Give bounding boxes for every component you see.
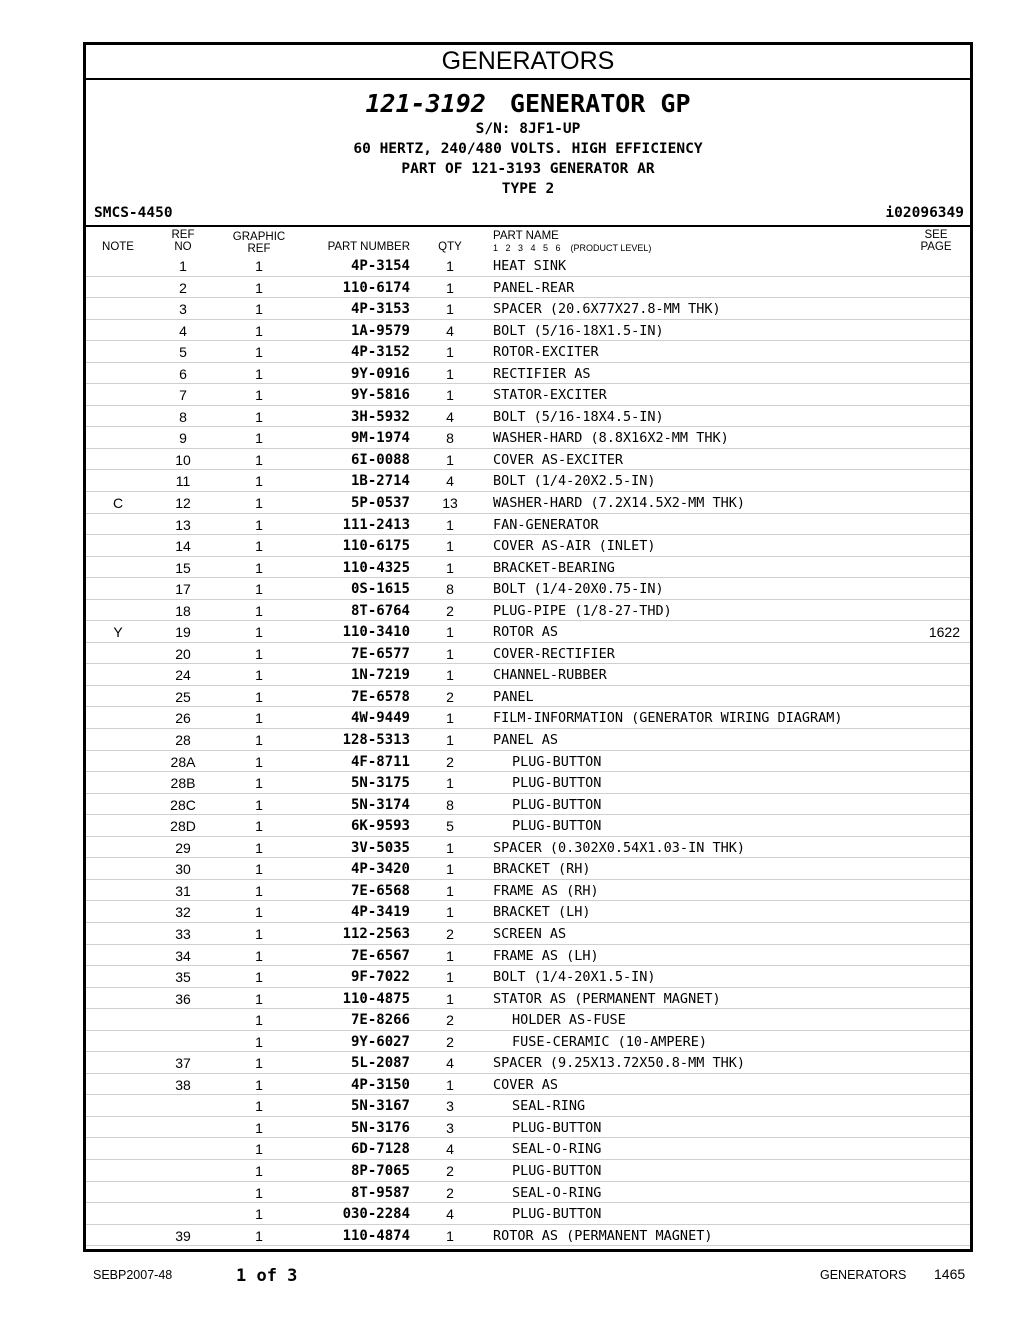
footer-page-number: 1465	[934, 1266, 966, 1282]
part-name-cell: PLUG-BUTTON	[512, 1162, 602, 1179]
part-number-cell: 4P-3419	[350, 904, 410, 921]
part-name-cell: BRACKET-BEARING	[493, 559, 615, 576]
part-name-cell: FAN-GENERATOR	[493, 516, 599, 533]
part-number-cell: 110-4874	[342, 1227, 410, 1244]
table-row	[86, 901, 970, 923]
qty-cell: 3	[446, 1119, 454, 1136]
graphic-ref-cell: 1	[255, 602, 263, 619]
part-name-cell: COVER AS-EXCITER	[493, 451, 624, 468]
qty-cell: 1	[446, 258, 454, 274]
graphic-ref-cell: 1	[255, 969, 263, 986]
col-graphic-ref-header: GRAPHIC REF	[232, 231, 286, 255]
graphic-ref-cell: 1	[255, 1098, 263, 1115]
part-name-cell: ROTOR-EXCITER	[493, 344, 599, 361]
graphic-ref-cell: 1	[255, 753, 263, 770]
graphic-ref-cell: 1	[255, 947, 263, 964]
qty-cell: 1	[446, 559, 454, 576]
ref-no-cell: 28C	[170, 796, 196, 813]
qty-cell: 1	[446, 344, 454, 361]
qty-cell: 4	[446, 1055, 454, 1072]
table-row	[86, 988, 970, 1010]
ref-no-cell: 31	[175, 882, 191, 899]
graphic-ref-cell: 1	[255, 839, 263, 856]
qty-cell: 1	[446, 732, 454, 749]
ref-no-cell: 7	[179, 387, 187, 404]
part-number-cell: 7E-6568	[350, 882, 410, 899]
part-name-cell: PLUG-PIPE (1/8-27-THD)	[493, 602, 672, 619]
graphic-ref-cell: 1	[255, 1227, 263, 1244]
part-number-cell: 7E-6577	[350, 645, 410, 662]
graphic-ref-cell: 1	[255, 710, 263, 727]
ref-no-cell: 34	[175, 947, 191, 964]
qty-cell: 1	[446, 882, 454, 899]
part-number-cell: 8T-9587	[350, 1184, 410, 1201]
part-number-cell: 110-6174	[342, 279, 410, 296]
qty-cell: 1	[446, 710, 454, 727]
qty-cell: 4	[446, 1206, 454, 1223]
qty-cell: 1	[446, 516, 454, 533]
part-name-cell: PLUG-BUTTON	[512, 1119, 602, 1136]
table-row	[86, 923, 970, 945]
section-title: GENERATORS	[86, 45, 970, 80]
part-number-cell: 4P-3152	[350, 344, 410, 361]
table-row	[86, 557, 970, 579]
part-name-cell: FRAME AS (RH)	[493, 882, 599, 899]
part-number-cell: 7E-6578	[350, 688, 410, 705]
table-row	[86, 837, 970, 859]
part-name-cell: RECTIFIER AS	[493, 365, 591, 382]
part-name-cell: WASHER-HARD (7.2X14.5X2-MM THK)	[493, 495, 745, 512]
qty-cell: 8	[446, 581, 454, 598]
col-note-header: NOTE	[102, 241, 134, 253]
part-name-cell: SEAL-RING	[512, 1098, 586, 1115]
part-number-cell: 5N-3175	[350, 775, 410, 792]
part-name-cell: SEAL-O-RING	[512, 1184, 602, 1201]
graphic-ref-cell: 1	[255, 1184, 263, 1201]
qty-cell: 1	[446, 645, 454, 662]
graphic-ref-cell: 1	[255, 581, 263, 598]
part-number-cell: 8P-7065	[350, 1162, 410, 1179]
part-name-cell: PANEL-REAR	[493, 279, 575, 296]
table-row	[86, 492, 970, 514]
part-number-cell: 5N-3167	[350, 1098, 410, 1115]
table-row	[86, 470, 970, 492]
graphic-ref-cell: 1	[255, 1119, 263, 1136]
table-row	[86, 320, 970, 342]
part-number-cell: 0S-1615	[350, 581, 410, 598]
table-row	[86, 1117, 970, 1139]
qty-cell: 1	[446, 301, 454, 318]
part-number-cell: 3V-5035	[350, 839, 410, 856]
ref-no-cell: 28A	[170, 753, 196, 770]
qty-cell: 1	[446, 1227, 454, 1244]
qty-cell: 4	[446, 322, 454, 339]
ref-no-cell: 28D	[170, 818, 196, 835]
ref-no-cell: 11	[175, 473, 191, 490]
col-part-name-header: PART NAME	[493, 230, 559, 242]
part-name-cell: FUSE-CERAMIC (10-AMPERE)	[512, 1033, 708, 1050]
header-divider	[86, 225, 970, 227]
table-row	[86, 794, 970, 816]
ref-no-cell: 6	[179, 365, 187, 382]
illustration-id: i02096349	[885, 205, 964, 221]
part-number-cell: 9M-1974	[350, 430, 410, 447]
qty-cell: 2	[446, 1162, 454, 1179]
part-number-cell: 6D-7128	[350, 1141, 410, 1158]
type-line: TYPE 2	[501, 181, 555, 197]
ref-no-cell: 1	[179, 258, 187, 274]
col-see-page-header: SEE PAGE	[920, 229, 952, 253]
ref-no-cell: 29	[175, 839, 191, 856]
parts-page-frame	[83, 42, 973, 1252]
part-name-cell: SPACER (9.25X13.72X50.8-MM THK)	[493, 1055, 745, 1072]
table-row	[86, 1138, 970, 1160]
graphic-ref-cell: 1	[255, 495, 263, 512]
graphic-ref-cell: 1	[255, 645, 263, 662]
part-name-cell: HEAT SINK	[493, 258, 567, 274]
qty-cell: 1	[446, 365, 454, 382]
part-name-cell: BOLT (5/16-18X1.5-IN)	[493, 322, 664, 339]
part-number-cell: 4P-3420	[350, 861, 410, 878]
part-name-cell: PLUG-BUTTON	[512, 775, 602, 792]
graphic-ref-cell: 1	[255, 1206, 263, 1223]
table-row	[86, 298, 970, 320]
graphic-ref-cell: 1	[255, 258, 263, 274]
table-row	[86, 772, 970, 794]
qty-cell: 2	[446, 925, 454, 942]
part-of-line: PART OF 121-3193 GENERATOR AR	[401, 161, 655, 177]
graphic-ref-cell: 1	[255, 1033, 263, 1050]
table-row	[86, 621, 970, 643]
ref-no-cell: 32	[175, 904, 191, 921]
table-row	[86, 815, 970, 837]
part-number-cell: 030-2284	[342, 1206, 410, 1223]
description-line: 60 HERTZ, 240/480 VOLTS. HIGH EFFICIENCY	[353, 141, 703, 157]
table-row	[86, 600, 970, 622]
ref-no-cell: 36	[175, 990, 191, 1007]
table-row	[86, 1031, 970, 1053]
ref-no-cell: 26	[175, 710, 191, 727]
part-name-cell: COVER AS-AIR (INLET)	[493, 538, 656, 555]
col-part-number-header: PART NUMBER	[327, 241, 410, 253]
qty-cell: 1	[446, 538, 454, 555]
part-number-cell: 1N-7219	[350, 667, 410, 684]
graphic-ref-cell: 1	[255, 322, 263, 339]
ref-no-cell: 33	[175, 925, 191, 942]
part-number-cell: 8T-6764	[350, 602, 410, 619]
part-number-cell: 110-6175	[342, 538, 410, 555]
table-row	[86, 1009, 970, 1031]
table-row	[86, 1203, 970, 1225]
ref-no-cell: 9	[179, 430, 187, 447]
graphic-ref-cell: 1	[255, 301, 263, 318]
part-number-cell: 9Y-0916	[350, 365, 410, 382]
ref-no-cell: 15	[175, 559, 191, 576]
col-ref-header: REF NO	[171, 229, 195, 253]
part-number-cell: 3H-5932	[350, 408, 410, 425]
part-name-cell: WASHER-HARD (8.8X16X2-MM THK)	[493, 430, 729, 447]
part-name-cell: CHANNEL-RUBBER	[493, 667, 607, 684]
parts-table	[86, 255, 970, 1246]
ref-no-cell: 18	[175, 602, 191, 619]
table-row	[86, 449, 970, 471]
part-number-cell: 7E-8266	[350, 1012, 410, 1029]
ref-no-cell: 17	[175, 581, 191, 598]
qty-cell: 1	[446, 387, 454, 404]
qty-cell: 3	[446, 1098, 454, 1115]
table-row	[86, 1095, 970, 1117]
graphic-ref-cell: 1	[255, 925, 263, 942]
part-name-cell: SEAL-O-RING	[512, 1141, 602, 1158]
part-name-cell: BRACKET (RH)	[493, 861, 591, 878]
ref-no-cell: 12	[175, 495, 191, 512]
table-row	[86, 341, 970, 363]
part-name-cell: BRACKET (LH)	[493, 904, 591, 921]
table-row	[86, 751, 970, 773]
part-number-cell: 5N-3174	[350, 796, 410, 813]
table-row	[86, 880, 970, 902]
part-number-cell: 6K-9593	[350, 818, 410, 835]
col-qty-header: QTY	[438, 241, 462, 253]
ref-no-cell: 37	[175, 1055, 191, 1072]
group-title	[86, 89, 970, 118]
ref-no-cell: 28	[175, 732, 191, 749]
qty-cell: 1	[446, 279, 454, 296]
graphic-ref-cell: 1	[255, 775, 263, 792]
part-number-cell: 111-2413	[342, 516, 410, 533]
graphic-ref-cell: 1	[255, 344, 263, 361]
part-number-cell: 7E-6567	[350, 947, 410, 964]
graphic-ref-cell: 1	[255, 387, 263, 404]
part-number-cell: 4P-3154	[350, 258, 410, 274]
part-name-cell: PANEL AS	[493, 732, 559, 749]
qty-cell: 1	[446, 990, 454, 1007]
graphic-ref-cell: 1	[255, 1012, 263, 1029]
table-row	[86, 966, 970, 988]
part-number-cell: 5P-0537	[350, 495, 410, 512]
part-name-cell: STATOR AS (PERMANENT MAGNET)	[493, 990, 721, 1007]
qty-cell: 1	[446, 839, 454, 856]
part-number-cell: 112-2563	[342, 925, 410, 942]
part-name-cell: SPACER (0.302X0.54X1.03-IN THK)	[493, 839, 745, 856]
see-page-cell: 1622	[928, 624, 960, 641]
ref-no-cell: 28B	[170, 775, 196, 792]
table-row	[86, 945, 970, 967]
table-row	[86, 255, 970, 277]
table-row	[86, 363, 970, 385]
table-row	[86, 686, 970, 708]
part-name-cell: FILM-INFORMATION (GENERATOR WIRING DIAGRAM)	[493, 710, 843, 727]
part-number-cell: 5N-3176	[350, 1119, 410, 1136]
graphic-ref-cell: 1	[255, 818, 263, 835]
graphic-ref-cell: 1	[255, 451, 263, 468]
serial-number-line: S/N: 8JF1-UP	[475, 121, 581, 137]
graphic-ref-cell: 1	[255, 882, 263, 899]
part-name-cell: ROTOR AS (PERMANENT MAGNET)	[493, 1227, 713, 1244]
qty-cell: 2	[446, 688, 454, 705]
table-row	[86, 643, 970, 665]
ref-no-cell: 35	[175, 969, 191, 986]
ref-no-cell: 25	[175, 688, 191, 705]
qty-cell: 2	[446, 602, 454, 619]
table-row	[86, 427, 970, 449]
qty-cell: 1	[446, 624, 454, 641]
qty-cell: 8	[446, 796, 454, 813]
part-name-cell: PLUG-BUTTON	[512, 1206, 602, 1223]
part-number-cell: 110-4875	[342, 990, 410, 1007]
ref-no-cell: 20	[175, 645, 191, 662]
graphic-ref-cell: 1	[255, 1076, 263, 1093]
graphic-ref-cell: 1	[255, 516, 263, 533]
graphic-ref-cell: 1	[255, 667, 263, 684]
qty-cell: 13	[442, 495, 458, 512]
ref-no-cell: 2	[179, 279, 187, 296]
graphic-ref-cell: 1	[255, 1055, 263, 1072]
graphic-ref-cell: 1	[255, 688, 263, 705]
graphic-ref-cell: 1	[255, 861, 263, 878]
qty-cell: 1	[446, 1076, 454, 1093]
part-name-cell: PLUG-BUTTON	[512, 818, 602, 835]
graphic-ref-cell: 1	[255, 1141, 263, 1158]
part-number-cell: 1B-2714	[350, 473, 410, 490]
table-row	[86, 1074, 970, 1096]
ref-no-cell: 13	[175, 516, 191, 533]
graphic-ref-cell: 1	[255, 408, 263, 425]
graphic-ref-cell: 1	[255, 904, 263, 921]
ref-no-cell: 5	[179, 344, 187, 361]
part-number-cell: 6I-0088	[350, 451, 410, 468]
table-row	[86, 707, 970, 729]
part-name-cell: SCREEN AS	[493, 925, 567, 942]
group-part-number: 121-3192	[365, 89, 486, 118]
part-name-cell: ROTOR AS	[493, 624, 559, 641]
table-row	[86, 729, 970, 751]
part-name-cell: COVER AS	[493, 1076, 559, 1093]
graphic-ref-cell: 1	[255, 624, 263, 641]
footer-doc-id: SEBP2007-48	[93, 1268, 173, 1282]
ref-no-cell: 10	[175, 451, 191, 468]
part-name-cell: BOLT (1/4-20X2.5-IN)	[493, 473, 656, 490]
part-number-cell: 4P-3153	[350, 301, 410, 318]
graphic-ref-cell: 1	[255, 559, 263, 576]
qty-cell: 1	[446, 947, 454, 964]
graphic-ref-cell: 1	[255, 732, 263, 749]
qty-cell: 1	[446, 904, 454, 921]
table-row	[86, 277, 970, 299]
ref-no-cell: 3	[179, 301, 187, 318]
qty-cell: 8	[446, 430, 454, 447]
ref-no-cell: 38	[175, 1076, 191, 1093]
ref-no-cell: 8	[179, 408, 187, 425]
ref-no-cell: 24	[175, 667, 191, 684]
qty-cell: 4	[446, 408, 454, 425]
note-cell: Y	[113, 624, 123, 641]
table-row	[86, 535, 970, 557]
table-row	[86, 384, 970, 406]
part-number-cell: 4W-9449	[350, 710, 410, 727]
part-name-cell: SPACER (20.6X77X27.8-MM THK)	[493, 301, 721, 318]
qty-cell: 1	[446, 775, 454, 792]
footer-page-of: 1 of 3	[236, 1266, 298, 1286]
part-name-cell: BOLT (1/4-20X0.75-IN)	[493, 581, 664, 598]
table-row	[86, 1182, 970, 1204]
part-number-cell: 128-5313	[342, 732, 410, 749]
table-row	[86, 1052, 970, 1074]
part-number-cell: 4P-3150	[350, 1076, 410, 1093]
part-number-cell: 5L-2087	[350, 1055, 410, 1072]
part-name-cell: COVER-RECTIFIER	[493, 645, 615, 662]
col-product-level-header: 1 2 3 4 5 6 (PRODUCT LEVEL)	[493, 243, 652, 253]
part-number-cell: 1A-9579	[350, 322, 410, 339]
graphic-ref-cell: 1	[255, 473, 263, 490]
qty-cell: 4	[446, 473, 454, 490]
part-number-cell: 110-3410	[342, 624, 410, 641]
qty-cell: 1	[446, 451, 454, 468]
part-name-cell: BOLT (5/16-18X4.5-IN)	[493, 408, 664, 425]
graphic-ref-cell: 1	[255, 990, 263, 1007]
qty-cell: 2	[446, 1033, 454, 1050]
footer-section: GENERATORS	[820, 1268, 907, 1282]
qty-cell: 1	[446, 667, 454, 684]
ref-no-cell: 39	[175, 1227, 191, 1244]
qty-cell: 2	[446, 1012, 454, 1029]
part-name-cell: PANEL	[493, 688, 534, 705]
part-number-cell: 9Y-6027	[350, 1033, 410, 1050]
table-row	[86, 1160, 970, 1182]
part-name-cell: BOLT (1/4-20X1.5-IN)	[493, 969, 656, 986]
graphic-ref-cell: 1	[255, 279, 263, 296]
table-row	[86, 406, 970, 428]
table-row	[86, 664, 970, 686]
ref-no-cell: 4	[179, 322, 187, 339]
ref-no-cell: 14	[175, 538, 191, 555]
graphic-ref-cell: 1	[255, 796, 263, 813]
part-number-cell: 4F-8711	[350, 753, 410, 770]
qty-cell: 2	[446, 753, 454, 770]
part-name-cell: STATOR-EXCITER	[493, 387, 607, 404]
group-name: GENERATOR GP	[509, 89, 691, 118]
part-number-cell: 110-4325	[342, 559, 410, 576]
qty-cell: 5	[446, 818, 454, 835]
smcs-code: SMCS-4450	[94, 205, 173, 221]
qty-cell: 1	[446, 861, 454, 878]
ref-no-cell: 30	[175, 861, 191, 878]
part-number-cell: 9Y-5816	[350, 387, 410, 404]
table-row	[86, 514, 970, 536]
qty-cell: 1	[446, 969, 454, 986]
ref-no-cell: 19	[175, 624, 191, 641]
note-cell: C	[112, 495, 124, 512]
graphic-ref-cell: 1	[255, 365, 263, 382]
qty-cell: 2	[446, 1184, 454, 1201]
graphic-ref-cell: 1	[255, 1162, 263, 1179]
part-name-cell: HOLDER AS-FUSE	[512, 1012, 626, 1029]
graphic-ref-cell: 1	[255, 430, 263, 447]
qty-cell: 4	[446, 1141, 454, 1158]
graphic-ref-cell: 1	[255, 538, 263, 555]
table-row	[86, 578, 970, 600]
part-name-cell: PLUG-BUTTON	[512, 753, 602, 770]
table-row	[86, 858, 970, 880]
part-number-cell: 9F-7022	[350, 969, 410, 986]
part-name-cell: FRAME AS (LH)	[493, 947, 599, 964]
table-row	[86, 1225, 970, 1247]
part-name-cell: PLUG-BUTTON	[512, 796, 602, 813]
